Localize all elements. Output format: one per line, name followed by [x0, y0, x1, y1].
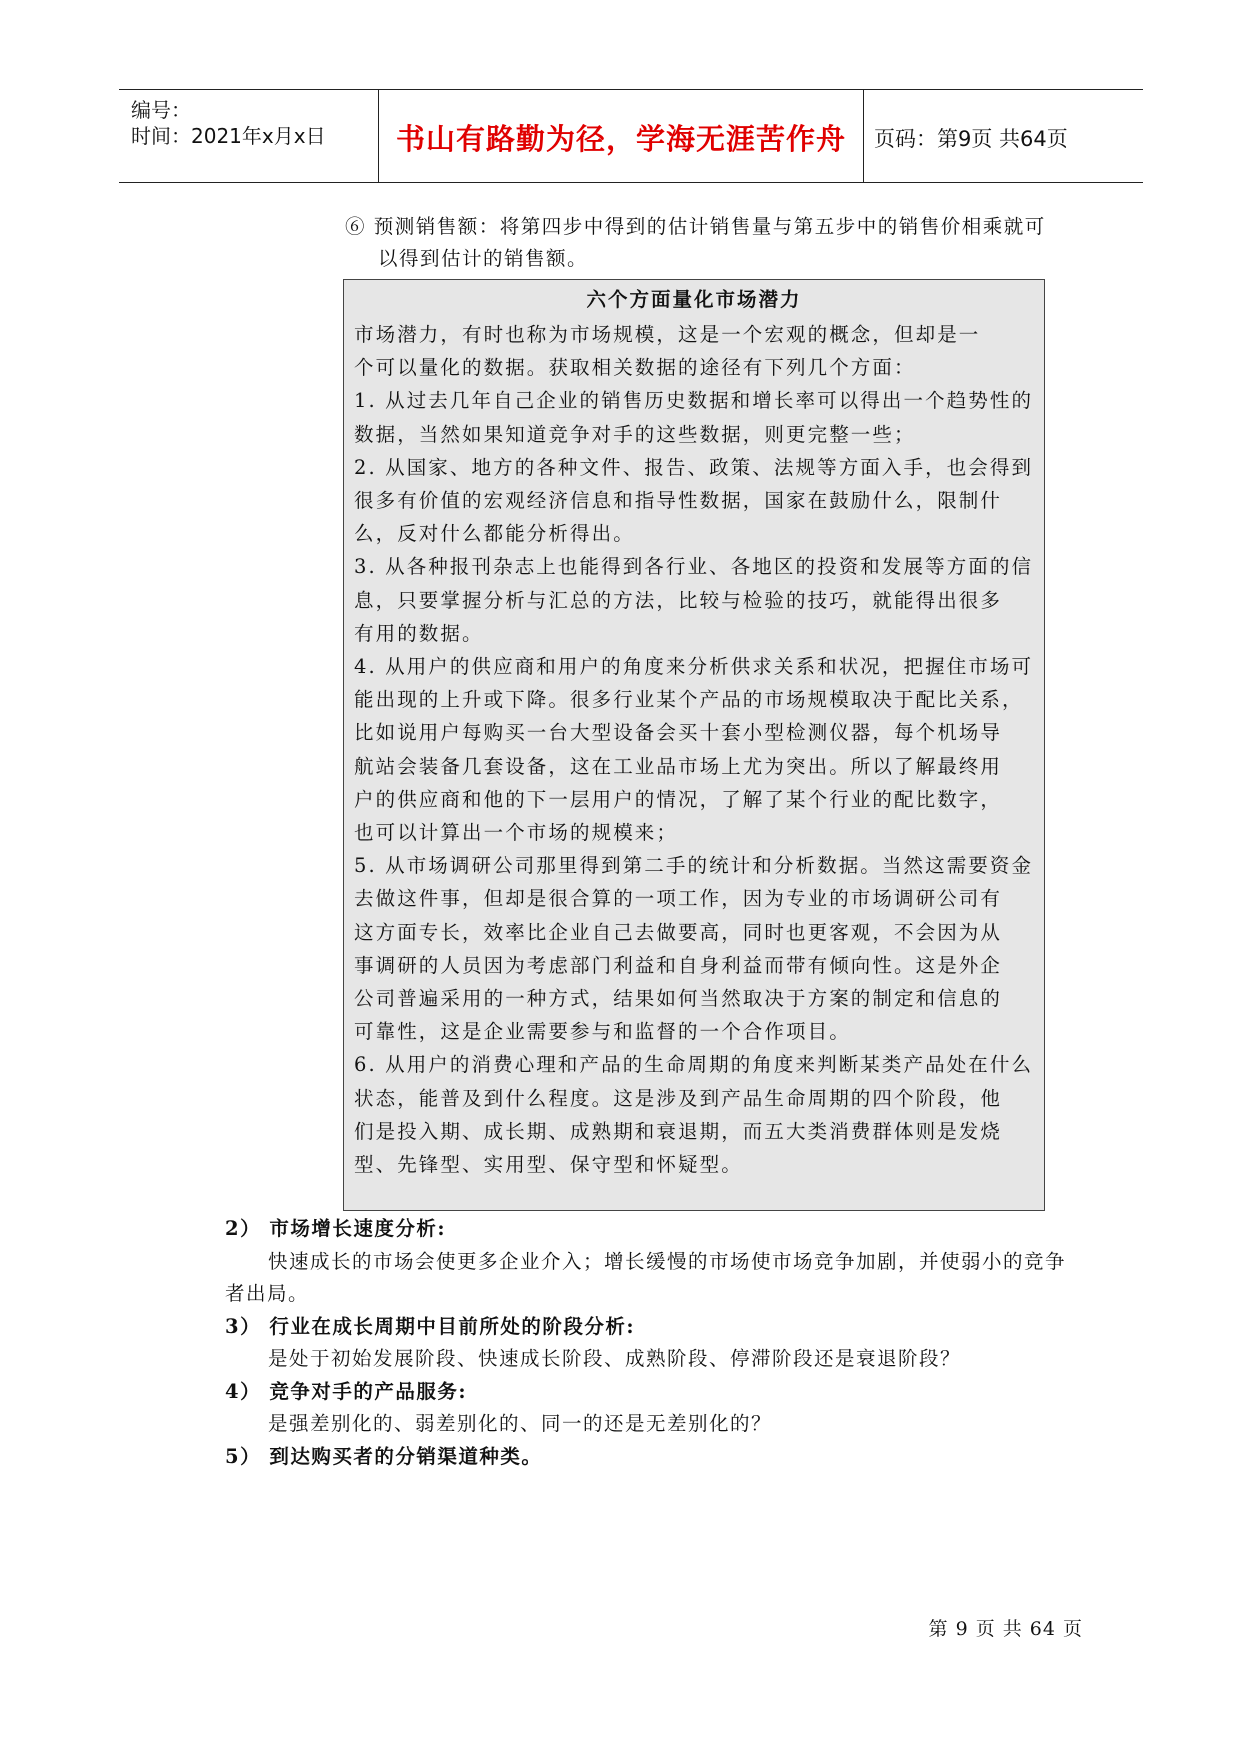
box-line: 事调研的人员因为考虑部门利益和自身利益而带有倾向性。这是外企: [354, 953, 1003, 977]
section4-title: 4） 竞争对手的产品服务:: [225, 1380, 468, 1403]
box-line: 去做这件事，但却是很合算的一项工作，因为专业的市场调研公司有: [354, 887, 1003, 911]
box-line: 1. 从过去几年自己企业的销售历史数据和增长率可以得出一个趋势性的: [354, 389, 1034, 413]
box-line: 航站会装备几套设备，这在工业品市场上尤为突出。所以了解最终用: [354, 754, 1003, 778]
box-line: 比如说用户每购买一台大型设备会买十套小型检测仪器，每个机场导: [354, 721, 1003, 745]
document-header: [119, 89, 1143, 183]
section2-title: 2） 市场增长速度分析:: [225, 1217, 447, 1240]
box-line: 4. 从用户的供应商和用户的角度来分析供求关系和状况，把握住市场可: [354, 655, 1034, 678]
box-line: 很多有价值的宏观经济信息和指导性数据，国家在鼓励什么，限制什: [354, 489, 1003, 512]
box-line: 息，只要掌握分析与汇总的方法，比较与检验的技巧，就能得出很多: [354, 588, 1003, 612]
header-page-cell: [864, 90, 1143, 182]
box-line: 也可以计算出一个市场的规模来；: [354, 821, 679, 844]
header-motto-cell: [378, 90, 864, 182]
code-label: 编号：: [131, 98, 191, 122]
box-line: 市场潜力，有时也称为市场规模，这是一个宏观的概念，但却是一: [354, 323, 981, 346]
box-title: 六个方面量化市场潜力: [586, 288, 802, 311]
section5-title: 5） 到达购买者的分销渠道种类。: [225, 1445, 543, 1468]
section2-body-line1: 快速成长的市场会使更多企业介入；增长缓慢的市场使市场竞争加剧，并使弱小的竞争: [268, 1250, 1067, 1273]
page-footer: 第 9 页 共 64 页: [928, 1618, 1083, 1640]
date-label: 时间：2021年x月x日: [131, 124, 326, 148]
box-line: 能出现的上升或下降。很多行业某个产品的市场规模取决于配比关系，: [354, 688, 1024, 712]
box-line: 们是投入期、成长期、成熟期和衰退期，而五大类消费群体则是发烧: [354, 1119, 1003, 1143]
box-line: 数据，当然如果知道竞争对手的这些数据，则更完整一些；: [354, 422, 916, 446]
box-line: 6. 从用户的消费心理和产品的生命周期的角度来判断某类产品处在什么: [354, 1053, 1034, 1077]
box-line: 么，反对什么都能分析得出。: [354, 522, 635, 546]
box-line: 个可以量化的数据。获取相关数据的途径有下列几个方面：: [354, 356, 916, 380]
box-line: 5. 从市场调研公司那里得到第二手的统计和分析数据。当然这需要资金: [354, 854, 1034, 878]
section3-body: 是处于初始发展阶段、快速成长阶段、成熟阶段、停滞阶段还是衰退阶段？: [268, 1347, 962, 1370]
step6-line1: ⑥ 预测销售额：将第四步中得到的估计销售量与第五步中的销售价相乘就可: [345, 215, 1046, 238]
box-line: 状态，能普及到什么程度。这是涉及到产品生命周期的四个阶段，他: [354, 1086, 1003, 1110]
box-line: 户的供应商和他的下一层用户的情况，了解了某个行业的配比数字，: [354, 787, 1003, 811]
section4-body: 是强差别化的、弱差别化的、同一的还是无差别化的？: [268, 1412, 773, 1435]
box-line: 型、先锋型、实用型、保守型和怀疑型。: [354, 1153, 743, 1176]
box-line: 公司普遍采用的一种方式，结果如何当然取决于方案的制定和信息的: [354, 987, 1003, 1010]
box-line: 可靠性，这是企业需要参与和监督的一个合作项目。: [354, 1020, 851, 1044]
step6-line2: 以得到估计的销售额。: [378, 247, 589, 270]
header-meta-cell: [119, 90, 379, 182]
box-line: 这方面专长，效率比企业自己去做要高，同时也更客观，不会因为从: [354, 920, 1003, 944]
box-line: 有用的数据。: [354, 621, 484, 645]
page-info: 页码：第9页 共64页: [874, 127, 1068, 151]
motto: 书山有路勤为径，学海无涯苦作舟: [395, 122, 846, 156]
box-line: 2. 从国家、地方的各种文件、报告、政策、法规等方面入手，也会得到: [354, 455, 1034, 479]
box-line: 3. 从各种报刊杂志上也能得到各行业、各地区的投资和发展等方面的信: [354, 555, 1034, 579]
section2-body-line2: 者出局。: [225, 1282, 310, 1305]
market-potential-box: [343, 279, 1045, 1211]
section3-title: 3） 行业在成长周期中目前所处的阶段分析:: [225, 1315, 636, 1338]
